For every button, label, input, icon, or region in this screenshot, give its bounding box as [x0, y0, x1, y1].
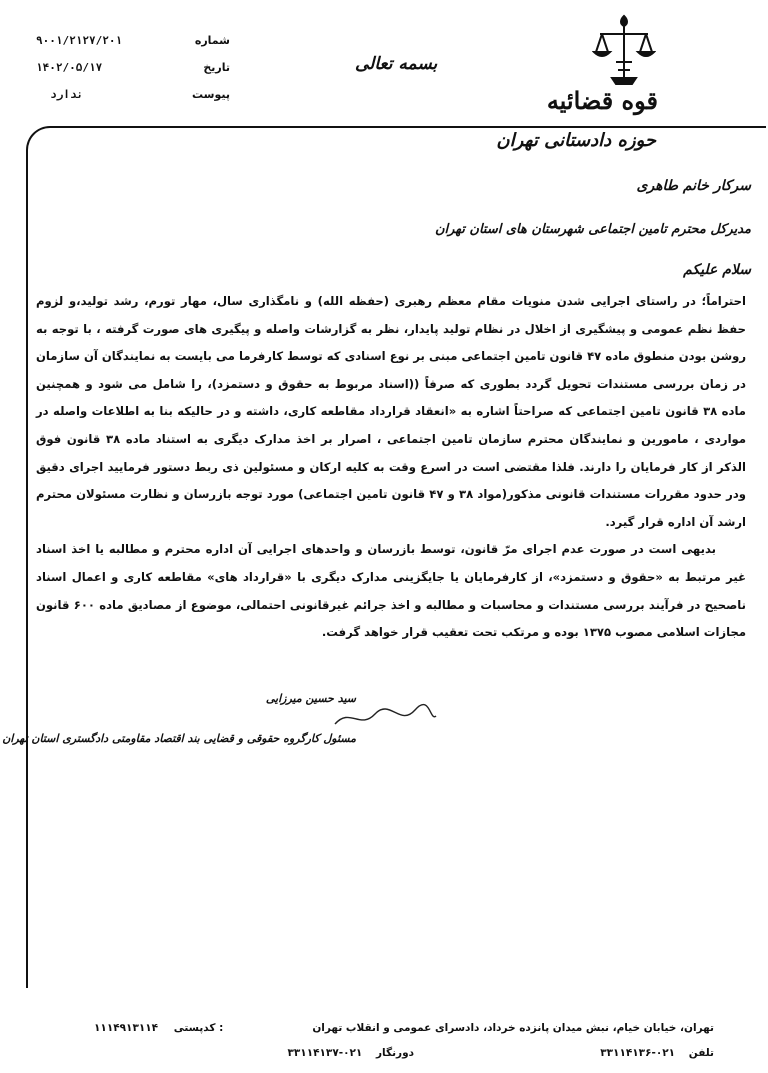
attachment-label: پیوست — [192, 88, 230, 101]
footer-postal — [94, 1022, 223, 1034]
signer-name: سید حسین میرزایی — [265, 692, 356, 705]
footer-address: تهران، خیابان خیام، نبش میدان پانزده خرداد، دادسرای عمومی و انقلاب تهران — [312, 1022, 714, 1034]
attachment-row — [30, 88, 230, 115]
fax-value: ۰۲۱-۳۳۱۱۴۱۳۷ — [287, 1047, 363, 1059]
footer-fax — [287, 1047, 414, 1059]
org-title: قوه قضائیه — [546, 86, 658, 115]
date-row — [30, 61, 230, 88]
fax-label: دورنگار — [376, 1047, 414, 1059]
body-paragraph-1: احتراماً؛ در راستای اجرایی شدن منویات مقام معظم رهبری (حفظه الله) و نامگذاری سال، مهار تورم، رشد تولید،و لزوم حفظ نظم عمومی و پیشگیری از اخلال در نظام تولید پایدار، نظر به گزارشات واصله و پیگیری های صورت گرفته ، با توجه به روشن بودن منطوق ماده ۴۷ قانون تامین اجتماعی مبنی بر نوع اسنادی که توسط کارفرما می بایست به نمایندگان آن سازمان در زمان بررسی مستندات تحویل گردد بطوری که صرفاً ((اسناد مربوط به حقوق و دستمزد)، را شامل می شود و همچنین ماده ۳۸ قانون تامین اجتماعی که صراحتاً اشاره به «انعقاد قرارداد مقاطعه کاری، داشته و در حالیکه بنا به اطلاعات واصله در مواردی ، مامورین و نمایندگان محترم سازمان تامین اجتماعی ، اصرار بر اخذ مدارک دیگری به استناد ماده ۳۸ قانون فوق الذکر از کار فرمایان را دارند. فلذا مقتضی است در اسرع وقت به کلیه ارکان و مسئولین ذی ربط دستور فرمایید اجرای دقیق ودر حدود مقررات مستندات قانونی مذکور(مواد ۳۸ و ۴۷ قانون تامین اجتماعی) مورد توجه بازرسان و نظارت مسئولان محترم ارشد آن اداره قرار گیرد. — [36, 294, 747, 529]
addressee-name: سرکار خانم طاهری — [636, 178, 751, 194]
greeting: سلام علیکم — [683, 262, 751, 278]
letter-meta — [30, 34, 230, 115]
date-value: ۱۴۰۲/۰۵/۱۷ — [36, 61, 103, 74]
signature-scribble-icon — [330, 702, 440, 732]
number-value: ۹۰۰۱/۲۱۲۷/۲۰۱ — [36, 34, 123, 47]
org-subtitle: حوزه دادستانی تهران — [496, 130, 656, 151]
addressee-title: مدیرکل محترم تامین اجتماعی شهرستان های استان تهران — [434, 222, 751, 237]
footer-phone — [600, 1047, 714, 1059]
postal-label: کدپستی : — [173, 1022, 224, 1034]
phone-value: ۰۲۱-۳۳۱۱۴۱۳۶ — [600, 1047, 676, 1059]
basmala: بسمه تعالی — [355, 54, 438, 74]
postal-value: ۱۱۱۴۹۱۳۱۱۴ — [94, 1022, 159, 1034]
body-paragraph-2: بدیهی است در صورت عدم اجرای مرّ قانون، توسط بازرسان و واحدهای اجرایی آن اداره محترم و مطالبه یا اخذ اسناد غیر مرتبط به «حقوق و دستمزد»، از کارفرمایان یا جایگزینی مدارک دیگری با «قرارداد های» مقاطعه کاری و اعمال اسناد ناصحیح در فرآیند بررسی مستندات و محاسبات و مطالبه و اخذ جرائم غیرقانونی احتمالی، موضوع از مصادیق ماده ۶۰۰ قانون مجازات اسلامی مصوب ۱۳۷۵ بوده و مرتکب تحت تعقیب قرار خواهد گرفت. — [36, 542, 747, 640]
iran-emblem-scales-icon — [592, 12, 656, 88]
phone-label: تلفن — [688, 1047, 714, 1059]
number-label: شماره — [194, 34, 230, 47]
number-row — [30, 34, 230, 61]
signer-title: مسئول کارگروه حقوقی و قضایی بند اقتصاد مقاومتی دادگستری استان تهران — [2, 732, 356, 745]
date-label: تاریخ — [203, 61, 230, 74]
attachment-value: ندارد — [50, 88, 84, 101]
letter-body — [36, 288, 746, 647]
